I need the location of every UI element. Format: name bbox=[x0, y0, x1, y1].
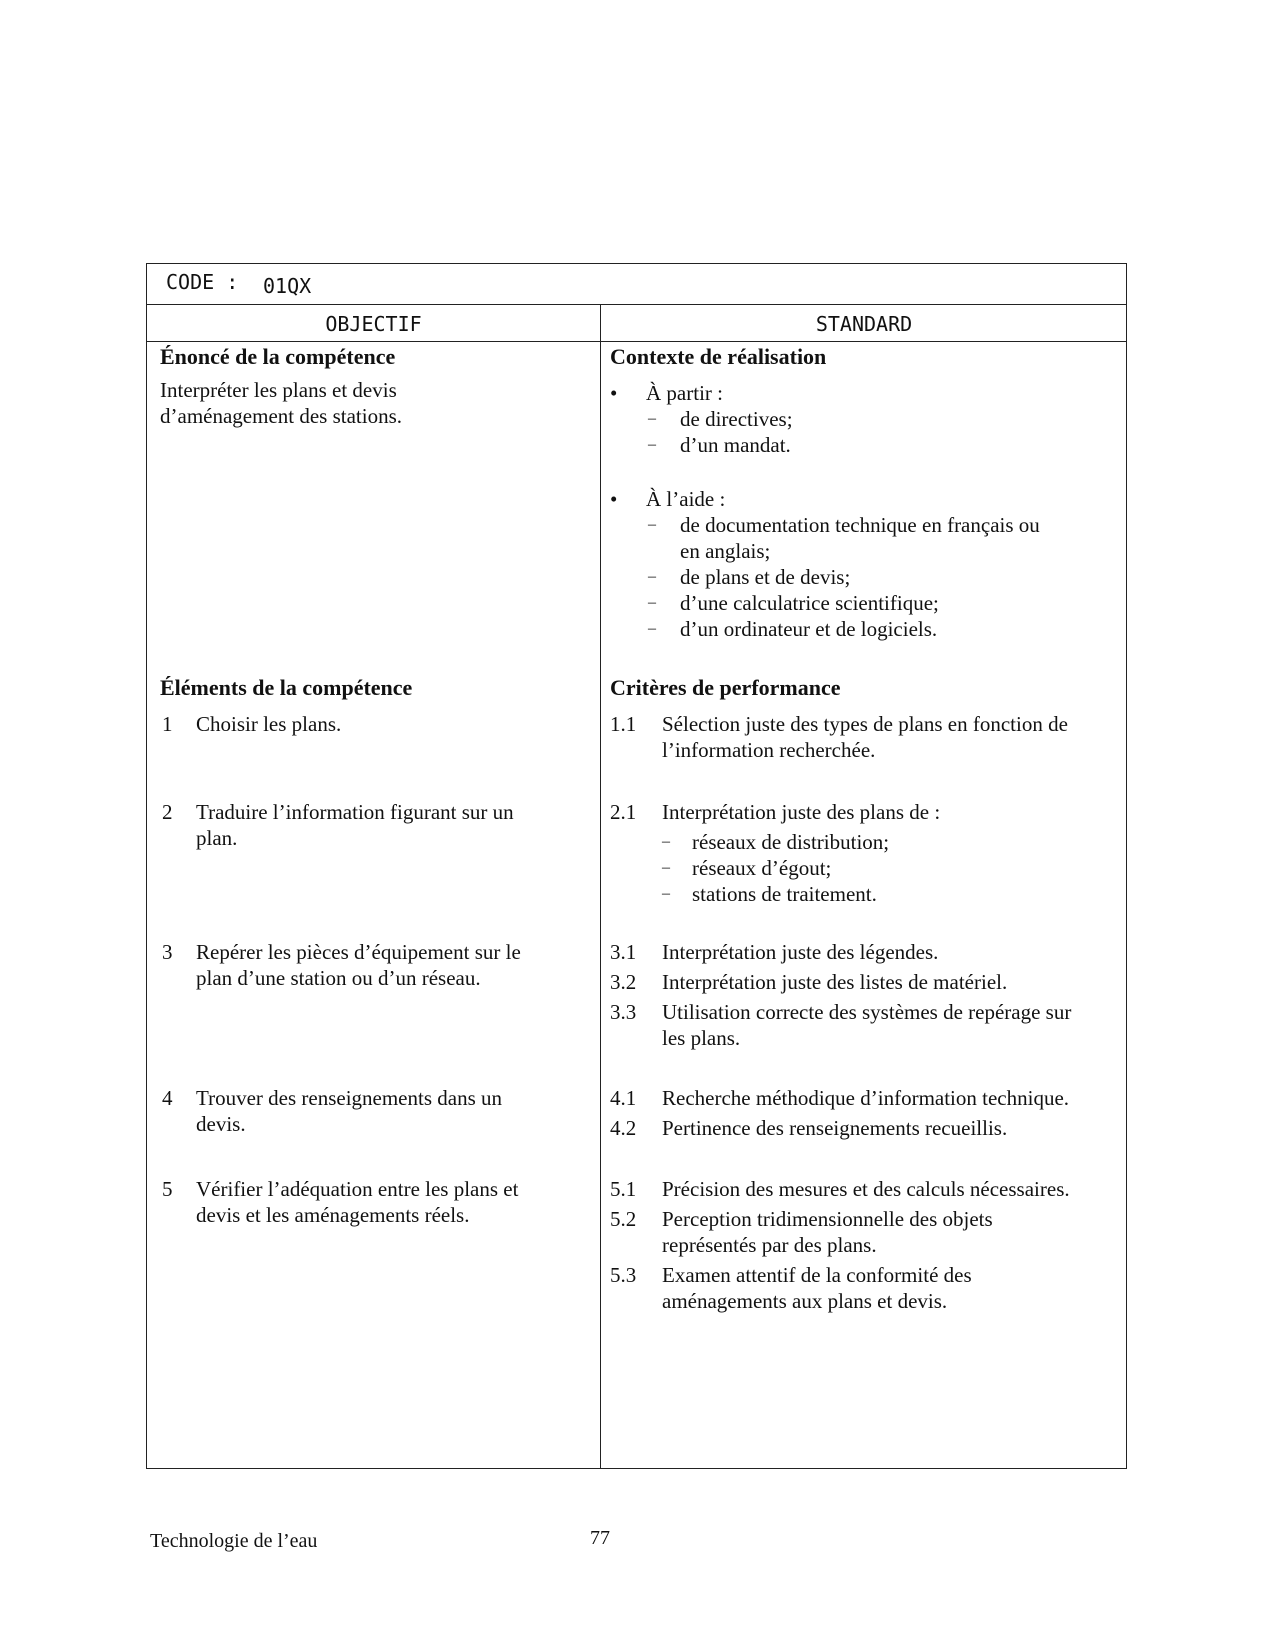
element-number: 5 bbox=[162, 1177, 173, 1201]
critere-text: Interprétation juste des plans de : bbox=[662, 800, 941, 824]
code-value: 01QX bbox=[263, 274, 312, 298]
criteres-heading: Critères de performance bbox=[610, 675, 841, 700]
critere-text: représentés par des plans. bbox=[662, 1233, 877, 1257]
dash-icon: – bbox=[662, 859, 670, 876]
elements-heading: Éléments de la compétence bbox=[160, 675, 413, 700]
critere-number: 2.1 bbox=[610, 800, 637, 824]
enonce-heading: Énoncé de la compétence bbox=[160, 344, 396, 369]
element-text: plan. bbox=[196, 826, 238, 850]
bullet-icon: • bbox=[610, 487, 618, 511]
critere-text: Utilisation correcte des systèmes de repérage sur bbox=[662, 1000, 1072, 1024]
contexte-b2-item: de plans et de devis; bbox=[680, 565, 851, 589]
dash-icon: – bbox=[648, 436, 656, 453]
contexte-heading: Contexte de réalisation bbox=[610, 344, 827, 369]
contexte-b2-item: d’un ordinateur et de logiciels. bbox=[680, 617, 938, 641]
critere-text: aménagements aux plans et devis. bbox=[662, 1289, 948, 1313]
critere-sub-item: réseaux d’égout; bbox=[692, 856, 832, 880]
objectif-header: OBJECTIF bbox=[325, 312, 422, 336]
critere-text: Précision des mesures et des calculs nécessaires. bbox=[662, 1177, 1070, 1201]
dash-icon: – bbox=[662, 833, 670, 850]
critere-number: 3.3 bbox=[610, 1000, 637, 1024]
critere-text: Examen attentif de la conformité des bbox=[662, 1263, 972, 1287]
element-text: Vérifier l’adéquation entre les plans et bbox=[196, 1177, 519, 1201]
critere-text: Interprétation juste des légendes. bbox=[662, 940, 939, 964]
bullet-icon: • bbox=[610, 381, 618, 405]
contexte-b2-item: en anglais; bbox=[680, 539, 771, 563]
element-text: devis. bbox=[196, 1112, 246, 1136]
critere-text: Perception tridimensionnelle des objets bbox=[662, 1207, 993, 1231]
code-label: CODE : bbox=[166, 270, 239, 294]
contexte-b2-item: d’une calculatrice scientifique; bbox=[680, 591, 939, 615]
dash-icon: – bbox=[648, 516, 656, 533]
dash-icon: – bbox=[648, 620, 656, 637]
dash-icon: – bbox=[648, 410, 656, 427]
critere-text: les plans. bbox=[662, 1026, 741, 1050]
contexte-b1-item: de directives; bbox=[680, 407, 793, 431]
critere-text: Interprétation juste des listes de matériel. bbox=[662, 970, 1008, 994]
critere-number: 5.1 bbox=[610, 1177, 637, 1201]
critere-number: 5.3 bbox=[610, 1263, 637, 1287]
element-number: 2 bbox=[162, 800, 173, 824]
element-text: Repérer les pièces d’équipement sur le bbox=[196, 940, 521, 964]
column-divider bbox=[600, 304, 601, 1468]
contexte-bullet-1: À partir : bbox=[646, 381, 723, 405]
critere-number: 5.2 bbox=[610, 1207, 637, 1231]
element-text: plan d’une station ou d’un réseau. bbox=[196, 966, 481, 990]
element-text: Choisir les plans. bbox=[196, 712, 342, 736]
critere-sub-item: stations de traitement. bbox=[692, 882, 877, 906]
critere-text: Recherche méthodique d’information technique. bbox=[662, 1086, 1070, 1110]
critere-number: 1.1 bbox=[610, 712, 637, 736]
dash-icon: – bbox=[648, 568, 656, 585]
page-number: 77 bbox=[590, 1527, 610, 1549]
contexte-bullet-2: À l’aide : bbox=[646, 487, 726, 511]
critere-text: Pertinence des renseignements recueillis. bbox=[662, 1116, 1008, 1140]
enonce-line-1: Interpréter les plans et devis bbox=[160, 378, 397, 402]
enonce-line-2: d’aménagement des stations. bbox=[160, 404, 403, 428]
critere-sub-item: réseaux de distribution; bbox=[692, 830, 890, 854]
element-text: devis et les aménagements réels. bbox=[196, 1203, 470, 1227]
column-header-row bbox=[147, 304, 1126, 342]
critere-number: 3.2 bbox=[610, 970, 637, 994]
footer-title: Technologie de l’eau bbox=[150, 1530, 318, 1552]
critere-text: l’information recherchée. bbox=[662, 738, 876, 762]
dash-icon: – bbox=[648, 594, 656, 611]
contexte-b2-item: de documentation technique en français ou bbox=[680, 513, 1040, 537]
element-number: 4 bbox=[162, 1086, 173, 1110]
code-row bbox=[147, 264, 1126, 305]
element-text: Traduire l’information figurant sur un bbox=[196, 800, 514, 824]
critere-number: 4.2 bbox=[610, 1116, 637, 1140]
critere-text: Sélection juste des types de plans en fonction de bbox=[662, 712, 1068, 736]
dash-icon: – bbox=[662, 885, 670, 902]
standard-header: STANDARD bbox=[815, 312, 913, 336]
contexte-b1-item: d’un mandat. bbox=[680, 433, 791, 457]
element-number: 1 bbox=[162, 712, 173, 736]
critere-number: 3.1 bbox=[610, 940, 637, 964]
competency-table bbox=[146, 263, 1127, 1469]
element-text: Trouver des renseignements dans un bbox=[196, 1086, 503, 1110]
critere-number: 4.1 bbox=[610, 1086, 637, 1110]
element-number: 3 bbox=[162, 940, 173, 964]
